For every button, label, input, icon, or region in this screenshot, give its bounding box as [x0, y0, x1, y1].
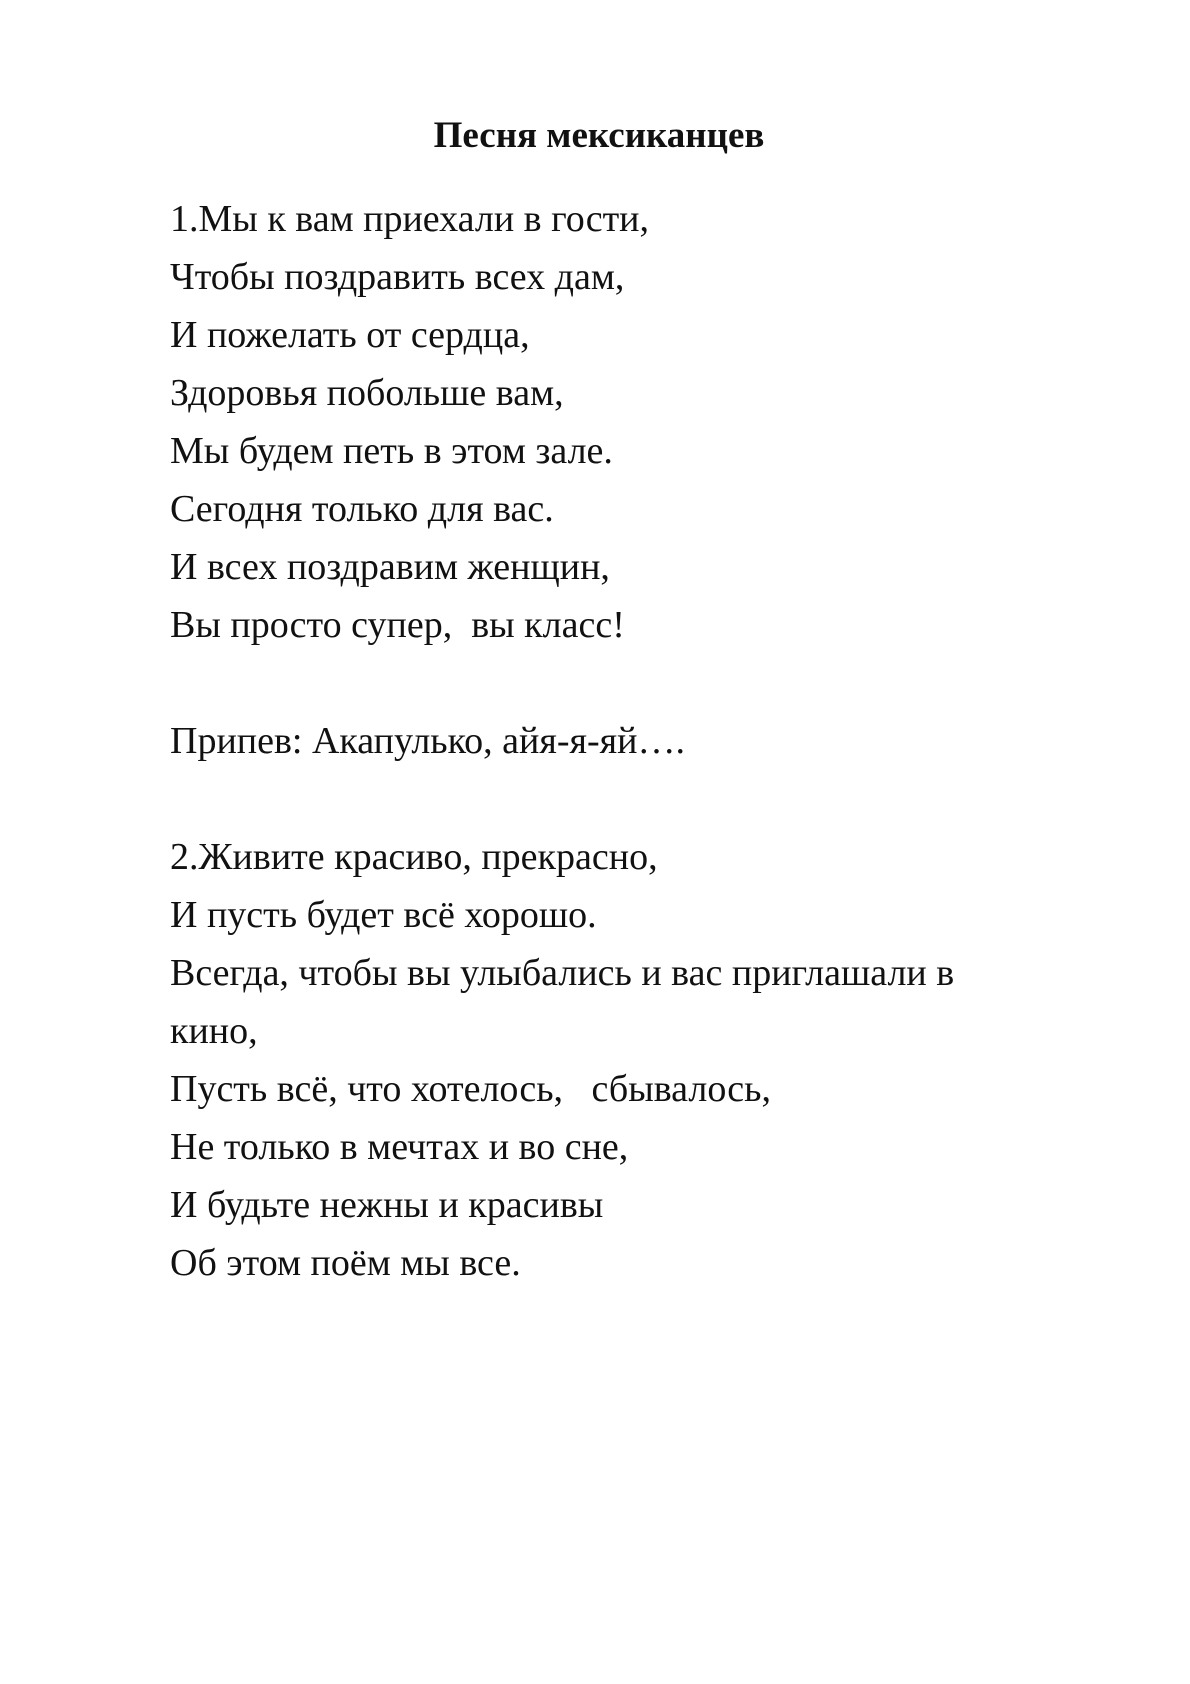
lyric-line: Чтобы поздравить всех дам,	[170, 256, 625, 298]
lyric-line: И будьте нежны и красивы	[170, 1184, 604, 1226]
lyric-line: 2.Живите красиво, прекрасно,	[170, 836, 658, 878]
page-title: Песня мексиканцев	[433, 115, 765, 156]
lyric-line: 1.Мы к вам приехали в гости,	[170, 198, 650, 240]
stanza-gap	[170, 654, 1130, 712]
verse-2	[170, 828, 1130, 1292]
lyric-line: Здоровья побольше вам,	[170, 372, 564, 414]
lyric-line: Вы просто супер, вы класс!	[170, 604, 625, 646]
chorus-line: Припев: Акапулько, айя-я-яй….	[170, 720, 685, 762]
lyric-line: Пусть всё, что хотелось, сбывалось,	[170, 1068, 771, 1110]
lyric-line: И пожелать от сердца,	[170, 314, 530, 356]
lyric-line: Об этом поём мы все.	[170, 1242, 521, 1284]
lyrics-body	[170, 190, 1130, 1292]
lyric-line: Не только в мечтах и во сне,	[170, 1126, 629, 1168]
lyric-line: Сегодня только для вас.	[170, 488, 554, 530]
lyric-line: кино,	[170, 1010, 258, 1052]
lyric-line: И всех поздравим женщин,	[170, 546, 610, 588]
lyric-line: Всегда, чтобы вы улыбались и вас приглашали в	[170, 952, 955, 994]
lyric-line: Мы будем петь в этом зале.	[170, 430, 613, 472]
stanza-gap	[170, 770, 1130, 828]
verse-1	[170, 190, 1130, 654]
lyric-line: И пусть будет всё хорошо.	[170, 894, 597, 936]
